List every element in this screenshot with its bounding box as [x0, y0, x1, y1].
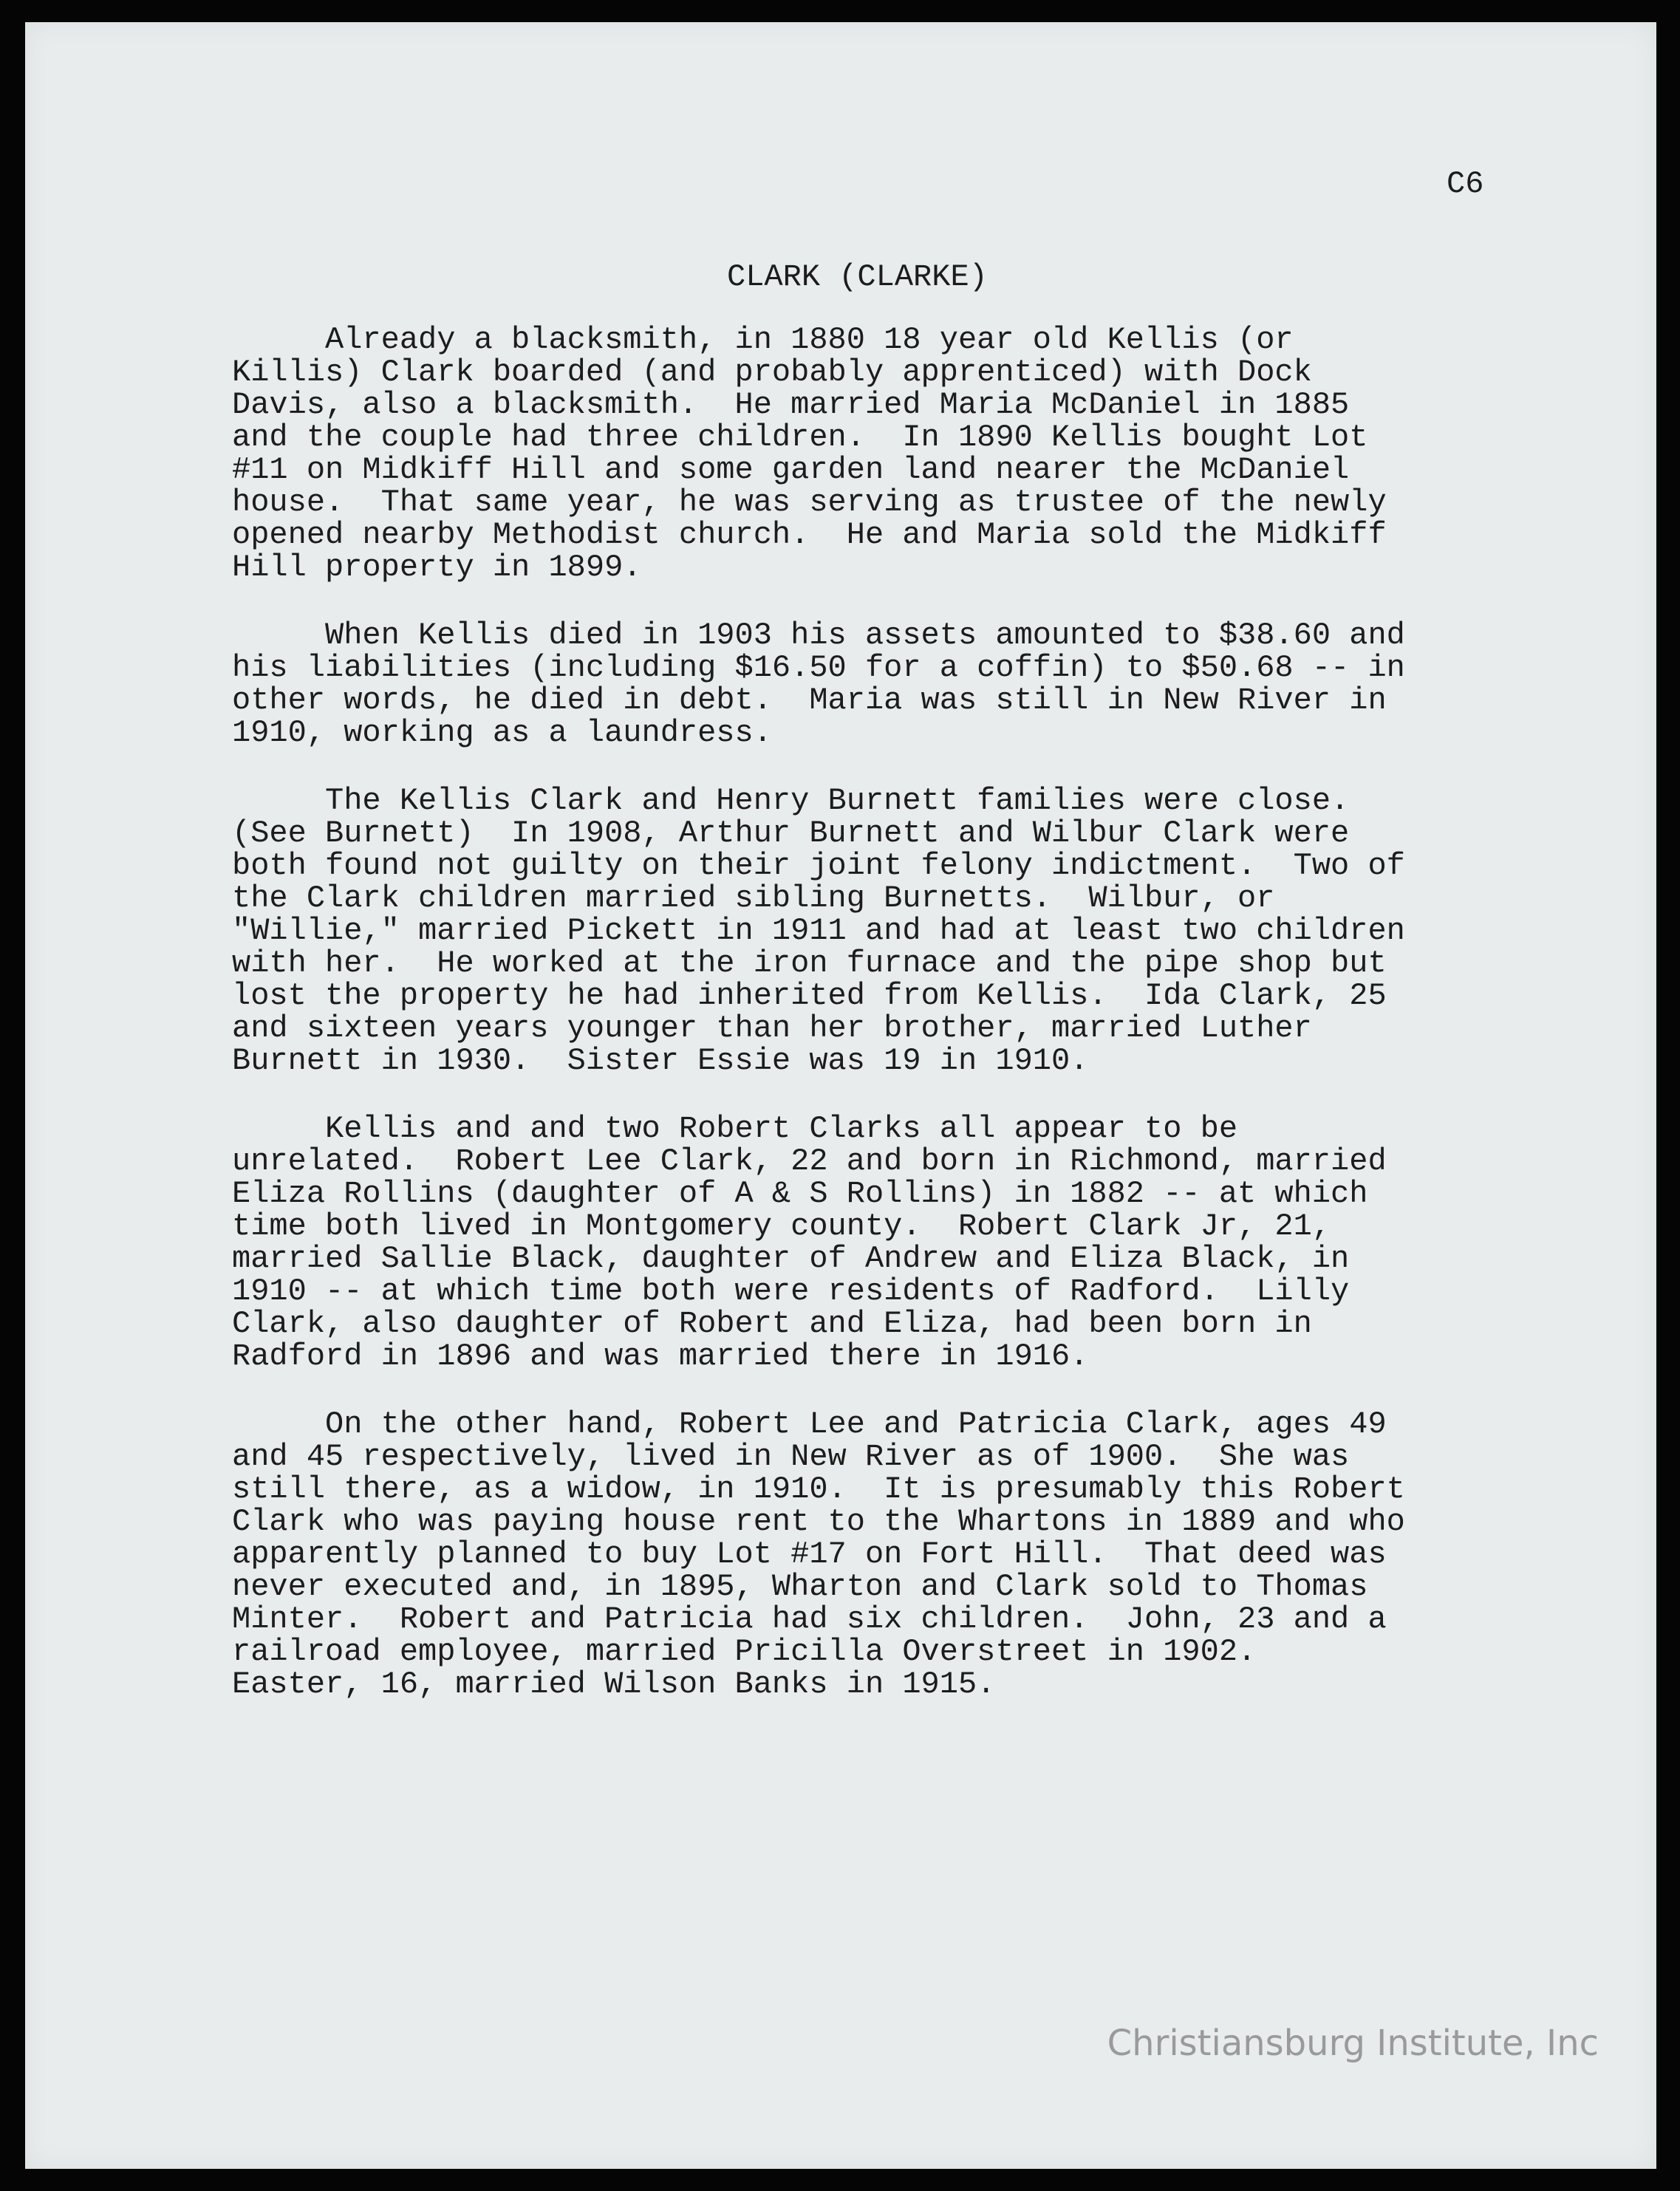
text-line: Kellis and and two Robert Clarks all appear to be — [232, 1111, 1238, 1146]
text-line: Clark, also daughter of Robert and Eliza, had been born in — [232, 1306, 1312, 1341]
paragraph-3 — [232, 785, 1503, 1077]
paragraph-5 — [232, 1408, 1503, 1700]
text-line: both found not guilty on their joint felony indictment. Two of — [232, 848, 1405, 883]
text-line: Hill property in 1899. — [232, 550, 642, 585]
document-title: CLARK (CLARKE) — [727, 259, 988, 295]
paragraph-1 — [232, 324, 1503, 584]
text-line: opened nearby Methodist church. He and Maria sold the Midkiff — [232, 517, 1387, 553]
watermark: Christiansburg Institute, Inc — [1107, 2023, 1599, 2064]
text-line: and sixteen years younger than her brother, married Luther — [232, 1011, 1312, 1046]
text-line: and 45 respectively, lived in New River as of 1900. She was — [232, 1439, 1350, 1474]
text-line: Killis) Clark boarded (and probably apprenticed) with Dock — [232, 355, 1312, 390]
text-line: (See Burnett) In 1908, Arthur Burnett and Wilbur Clark were — [232, 816, 1350, 851]
text-line: his liabilities (including $16.50 for a coffin) to $50.68 -- in — [232, 650, 1405, 686]
text-line: the Clark children married sibling Burnetts. Wilbur, or — [232, 881, 1275, 916]
text-line: railroad employee, married Pricilla Overstreet in 1902. — [232, 1634, 1257, 1669]
text-line: with her. He worked at the iron furnace and the pipe shop but — [232, 946, 1387, 981]
text-line: married Sallie Black, daughter of Andrew and Eliza Black, in — [232, 1241, 1350, 1276]
text-line: Already a blacksmith, in 1880 18 year old Kellis (or — [232, 322, 1294, 358]
text-line: apparently planned to buy Lot #17 on Fort Hill. That deed was — [232, 1537, 1387, 1572]
text-line: 1910, working as a laundress. — [232, 715, 772, 751]
text-line: Burnett in 1930. Sister Essie was 19 in 1910. — [232, 1043, 1089, 1079]
text-line: Minter. Robert and Patricia had six children. John, 23 and a — [232, 1602, 1387, 1637]
document-body — [232, 324, 1503, 1736]
text-line: Clark who was paying house rent to the Whartons in 1889 and who — [232, 1504, 1405, 1539]
text-line: still there, as a widow, in 1910. It is presumably this Robert — [232, 1472, 1405, 1507]
text-line: house. That same year, he was serving as trustee of the newly — [232, 485, 1387, 520]
text-line: On the other hand, Robert Lee and Patricia Clark, ages 49 — [232, 1406, 1387, 1442]
text-line: other words, he died in debt. Maria was still in New River in — [232, 683, 1387, 718]
text-line: #11 on Midkiff Hill and some garden land nearer the McDaniel — [232, 452, 1350, 488]
paragraph-2 — [232, 619, 1503, 749]
text-line: When Kellis died in 1903 his assets amounted to $38.60 and — [232, 618, 1405, 653]
text-line: Easter, 16, married Wilson Banks in 1915. — [232, 1667, 996, 1702]
paragraph-4 — [232, 1112, 1503, 1373]
text-line: Eliza Rollins (daughter of A & S Rollins) in 1882 -- at which — [232, 1176, 1368, 1211]
page-number: C6 — [1447, 166, 1484, 202]
text-line: time both lived in Montgomery county. Robert Clark Jr, 21, — [232, 1209, 1331, 1244]
text-line: and the couple had three children. In 1890 Kellis bought Lot — [232, 420, 1368, 455]
text-line: Radford in 1896 and was married there in 1916. — [232, 1339, 1089, 1374]
text-line: lost the property he had inherited from Kellis. Ida Clark, 25 — [232, 978, 1387, 1014]
text-line: 1910 -- at which time both were residents of Radford. Lilly — [232, 1274, 1350, 1309]
text-line: never executed and, in 1895, Wharton and Clark sold to Thomas — [232, 1569, 1368, 1604]
text-line: The Kellis Clark and Henry Burnett families were close. — [232, 783, 1350, 818]
text-line: Davis, also a blacksmith. He married Maria McDaniel in 1885 — [232, 387, 1350, 423]
text-line: "Willie," married Pickett in 1911 and had at least two children — [232, 913, 1405, 948]
text-line: unrelated. Robert Lee Clark, 22 and born in Richmond, married — [232, 1144, 1387, 1179]
